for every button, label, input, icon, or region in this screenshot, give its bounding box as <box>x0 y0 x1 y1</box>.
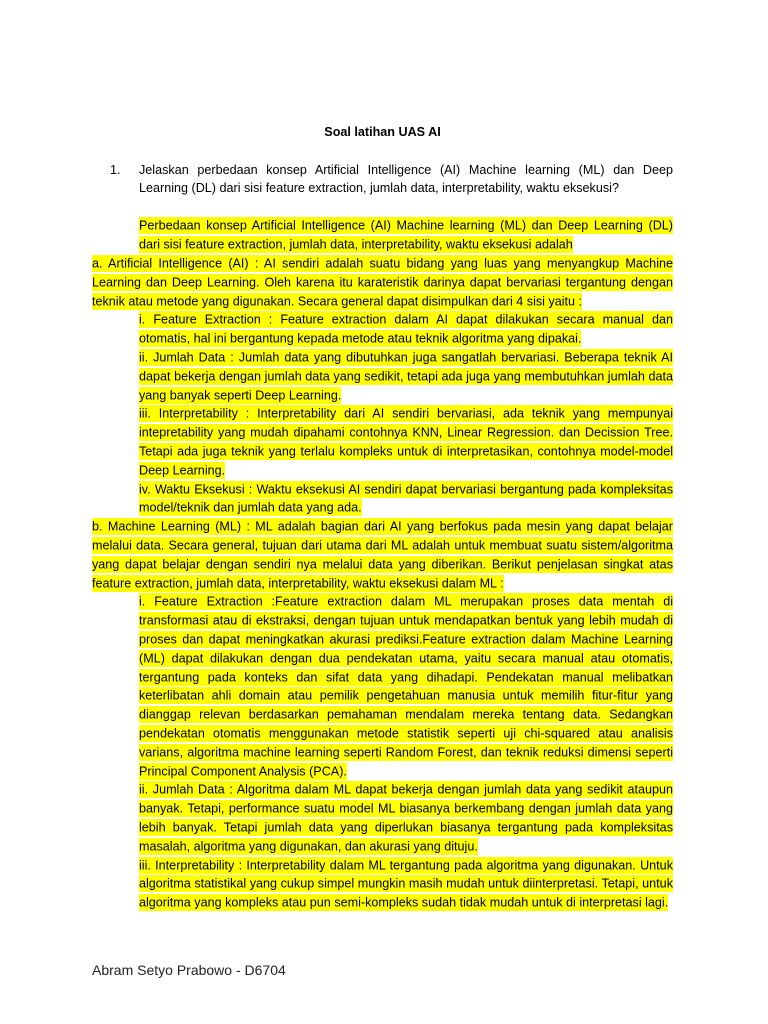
page-footer-author: Abram Setyo Prabowo - D6704 <box>92 962 286 978</box>
ai-feature-extraction-text: i. Feature Extraction : Feature extraction dalam AI dapat dilakukan secara manual dan otomatis, hal ini bergantung kepada metode atau teknik algoritma yang dipakai. <box>139 312 673 346</box>
ml-interpretability <box>139 856 673 912</box>
ai-feature-extraction <box>139 311 673 349</box>
answer-intro <box>139 217 673 255</box>
section-ai <box>92 255 673 311</box>
ml-jumlah-data <box>139 781 673 856</box>
question-number: 1. <box>110 162 121 177</box>
ai-interpretability <box>139 405 673 480</box>
section-ml <box>92 518 673 593</box>
answer-intro-text: Perbedaan konsep Artificial Intelligence (AI) Machine learning (ML) dan Deep Learning (DL) dari sisi feature extraction, jumlah data, interpretability, waktu eksekusi adalah <box>139 218 673 252</box>
ml-jumlah-data-text: ii. Jumlah Data : Algoritma dalam ML dapat bekerja dengan jumlah data yang sedikit ataupun banyak. Tetapi, performance suatu model ML biasanya berkembang dengan jumlah data yang lebih banyak. Tetapi jumlah data yang diperlukan biasanya tergantung pada kompleksitas masalah, algoritma yang digunakan, dan akurasi yang dituju. <box>139 782 673 854</box>
ml-feature-extraction <box>139 593 673 781</box>
question-item <box>92 161 673 199</box>
ai-interpretability-text: iii. Interpretability : Interpretability dari AI sendiri bervariasi, ada teknik yang mempunyai intepretability yang mudah dipahami contohnya KNN, Linear Regression. dan Decission Tree. Tetapi ada juga teknik yang terlalu kompleks untuk di interpretasikan, contohnya model-model Deep Learning. <box>139 406 673 478</box>
question-text: Jelaskan perbedaan konsep Artificial Intelligence (AI) Machine learning (ML) dan Deep Learning (DL) dari sisi feature extraction, jumlah data, interpretability, waktu eksekusi? <box>139 162 673 196</box>
ai-jumlah-data-text: ii. Jumlah Data : Jumlah data yang dibutuhkan juga sangatlah bervariasi. Beberapa teknik AI dapat bekerja dengan jumlah data yang sedikit, tetapi ada juga yang membutuhkan jumlah data yang banyak seperti Deep Learning. <box>139 350 673 403</box>
section-ml-text: b. Machine Learning (ML) : ML adalah bagian dari AI yang berfokus pada mesin yang dapat belajar melalui data. Secara general, tujuan dari utama dari ML adalah untuk membuat suatu sistem/algoritma yang dapat belajar dengan sendiri nya melalui data yang diberikan. Berikut penjelasan singkat atas feature extraction, jumlah data, interpretability, waktu eksekusi dalam ML : <box>92 519 673 591</box>
section-ai-text: a. Artificial Intelligence (AI) : AI sendiri adalah suatu bidang yang luas yang menyangkup Machine Learning dan Deep Learning. Oleh karena itu karateristik darinya dapat bervariasi tergantung dengan teknik atau metode yang digunakan. Secara general dapat disimpulkan dari 4 sisi yaitu : <box>92 256 673 309</box>
ml-interpretability-text: iii. Interpretability : Interpretability dalam ML tergantung pada algoritma yang digunakan. Untuk algoritma statistikal yang cukup simpel mungkin masih mudah untuk diinterpretasi. Tetapi, untuk algoritma yang kompleks atau pun semi-kompleks sudah tidak mudah untuk di interpretasi lagi. <box>139 858 673 910</box>
ai-waktu-eksekusi-text: iv. Waktu Eksekusi : Waktu eksekusi AI sendiri dapat bervariasi bergantung pada kompleksitas model/teknik dan jumlah data yang ada. <box>139 482 673 515</box>
answer-block <box>92 217 673 912</box>
ai-waktu-eksekusi <box>139 480 673 518</box>
ml-feature-extraction-text: i. Feature Extraction :Feature extraction dalam ML merupakan proses data mentah di transformasi atau di ekstraksi, dengan tujuan untuk mendapatkan bentuk yang lebih mudah di proses dan dapat meningkatkan akurasi prediksi.Feature extraction dalam Machine Learning (ML) dapat dilakukan dengan dua pendekatan utama, yaitu secara manual atau otomatis, tergantung pada konteks dan sifat data yang dihadapi. Pendekatan manual melibatkan keterlibatan ahli domain atau pemilik pengetahuan manusia untuk memilih fitur-fitur yang dianggap relevan berdasarkan pemahaman mendalam mereka tentang data. Sedangkan pendekatan otomatis menggunakan metode statistik seperti uji chi-squared atau analisis varians, algoritma machine learning seperti Random Forest, dan teknik reduksi dimensi seperti Principal Component Analysis (PCA). <box>139 594 673 779</box>
document-body <box>92 123 673 912</box>
ai-jumlah-data <box>139 349 673 405</box>
document-title: Soal latihan UAS AI <box>324 125 441 139</box>
